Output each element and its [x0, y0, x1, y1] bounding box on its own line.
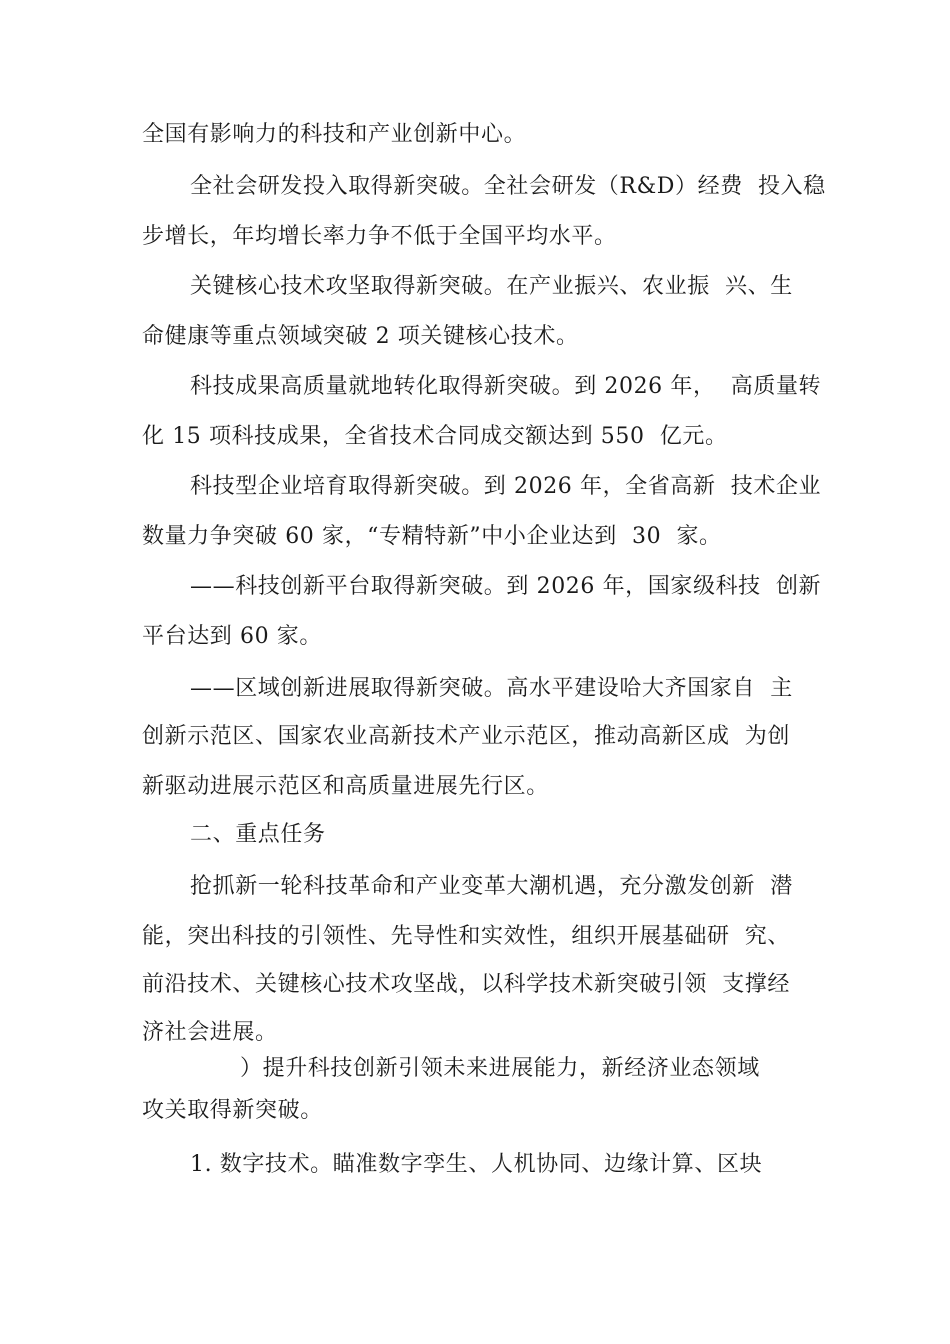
text-line: 攻关取得新突破。: [142, 1098, 323, 1123]
text-line: 全国有影响力的科技和产业创新中心。: [142, 122, 527, 147]
text-line: 抢抓新一轮科技革命和产业变革大潮机遇，充分激发创新 潜: [190, 874, 793, 899]
text-line: ——区域创新进展取得新突破。高水平建设哈大齐国家自 主: [190, 676, 793, 701]
text-line: 新驱动进展示范区和高质量进展先行区。: [142, 774, 549, 799]
text-line: 能，突出科技的引领性、先导性和实效性，组织开展基础研 究、: [142, 924, 790, 949]
text-line: 化 15 项科技成果，全省技术合同成交额达到 550 亿元。: [142, 424, 728, 449]
text-line: 数量力争突破 60 家，“专精特新”中小企业达到 30 家。: [142, 524, 722, 549]
text-line: 济社会进展。: [142, 1020, 278, 1045]
text-line: 步增长，年均增长率力争不低于全国平均水平。: [142, 224, 617, 249]
text-line: 创新示范区、国家农业高新技术产业示范区，推动高新区成 为创: [142, 724, 790, 749]
text-line: 科技型企业培育取得新突破。到 2026 年，全省高新 技术企业: [190, 474, 822, 499]
text-line: ——科技创新平台取得新突破。到 2026 年，国家级科技 创新: [190, 574, 822, 599]
text-line: 前沿技术、关键核心技术攻坚战，以科学技术新突破引领 支撑经: [142, 972, 790, 997]
text-line: 全社会研发投入取得新突破。全社会研发（R&D）经费 投入稳: [190, 174, 826, 199]
subsection-heading: ）提升科技创新引领未来进展能力，新经济业态领域: [240, 1056, 760, 1081]
section-heading: 二、重点任务: [190, 822, 326, 847]
text-line: 科技成果高质量就地转化取得新突破。到 2026 年， 高质量转: [190, 374, 822, 399]
text-line: 命健康等重点领域突破 2 项关键核心技术。: [142, 324, 579, 349]
text-line: 平台达到 60 家。: [142, 624, 322, 649]
text-line: 关键核心技术攻坚取得新突破。在产业振兴、农业振 兴、生: [190, 274, 793, 299]
text-line: 1. 数字技术。瞄准数字孪生、人机协同、边缘计算、区块: [190, 1152, 763, 1177]
